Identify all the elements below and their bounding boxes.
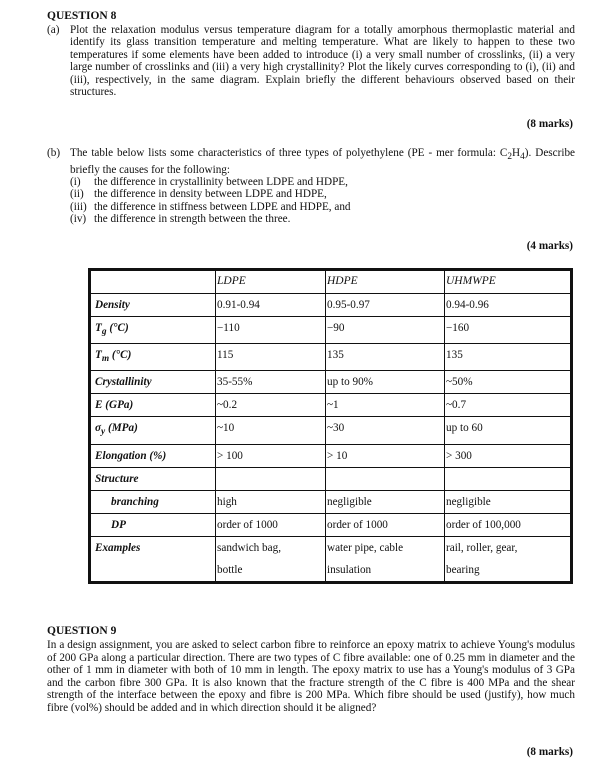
cell-dp-hdpe: order of 1000 bbox=[326, 513, 445, 536]
cell-elongation-ldpe: > 100 bbox=[216, 444, 326, 467]
cell-structure-ldpe bbox=[216, 467, 326, 490]
cell-density-ldpe: 0.91-0.94 bbox=[216, 294, 326, 317]
table-row-branching bbox=[90, 490, 572, 513]
table-row-tm bbox=[90, 344, 572, 371]
part-a-marks: (8 marks) bbox=[526, 118, 573, 130]
cell-branching-uhmwpe: negligible bbox=[445, 490, 572, 513]
row-label-modulus: E (GPa) bbox=[90, 394, 216, 417]
table-header-uhmwpe: UHMWPE bbox=[445, 270, 572, 294]
question-9-text: In a design assignment, you are asked to select carbon fibre to reinforce an epoxy matrix to achieve Young's modulus of 200 GPa along a particular direction. There are two types of C fibre available: one of 0.25 mm in diameter and the other of 1 mm in diameter with both of 10 mm in length. The epoxy matrix to use has a Young's modulus of 3 GPa and the carbon fibre 300 GPa. It is also known that the fracture strength of the C fibre is 400 MPa and the shear strength of the interface between the epoxy and fibre is 200 MPa. Which fibre should be used (justify), how much fibre (vol%) should be added and in which direction should it be aligned? bbox=[47, 639, 575, 714]
cell-elongation-hdpe: > 10 bbox=[326, 444, 445, 467]
cell-crystallinity-hdpe: up to 90% bbox=[326, 371, 445, 394]
cell-examples-hdpe: water pipe, cable insulation bbox=[326, 536, 445, 582]
sub-item-text: the difference in strength between the three. bbox=[94, 213, 291, 226]
cell-dp-ldpe: order of 1000 bbox=[216, 513, 326, 536]
row-label-structure: Structure bbox=[90, 467, 216, 490]
cell-tm-ldpe: 115 bbox=[216, 344, 326, 371]
sub-item-label: (i) bbox=[70, 176, 81, 189]
part-a-text: Plot the relaxation modulus versus temperature diagram for a totally amorphous thermoplastic material and identify its glass transition temperature and melting temperature. What are likely to happen to these two temperatures if some elements have been added to introduce (i) a very small number of crosslinks, (ii) a very large number of crosslinks and (iii) a very high crystallinity? Plot the likely curves corresponding to (i), (ii) and (iii), respectively, in the same diagram. Explain briefly the different behaviours observed based on their structures. bbox=[70, 24, 575, 99]
cell-elongation-uhmwpe: > 300 bbox=[445, 444, 572, 467]
sub-item-label: (ii) bbox=[70, 188, 84, 201]
cell-tg-ldpe: −110 bbox=[216, 317, 326, 344]
cell-tg-uhmwpe: −160 bbox=[445, 317, 572, 344]
cell-examples-ldpe: sandwich bag, bottle bbox=[216, 536, 326, 582]
table-header-blank bbox=[90, 270, 216, 294]
row-label-tm: $T_m$ (°C) bbox=[90, 344, 216, 371]
row-label-branching: branching bbox=[90, 490, 216, 513]
sub-item-label: (iii) bbox=[70, 200, 87, 213]
table-row-modulus bbox=[90, 394, 572, 417]
table-row-yield-strength bbox=[90, 417, 572, 444]
cell-tm-hdpe: 135 bbox=[326, 344, 445, 371]
part-b-intro-end: ). Describe briefly the causes for the following: bbox=[70, 147, 576, 176]
cell-modulus-ldpe: ~0.2 bbox=[216, 394, 326, 417]
polyethylene-table bbox=[88, 268, 573, 584]
sub-item-text: the difference in density between LDPE and HDPE, bbox=[94, 188, 327, 201]
cell-structure-uhmwpe bbox=[445, 467, 572, 490]
part-b-intro: The table below lists some characteristics of three types of polyethylene (PE - mer formula: bbox=[70, 147, 496, 159]
cell-crystallinity-uhmwpe: ~50% bbox=[445, 371, 572, 394]
cell-density-uhmwpe: 0.94-0.96 bbox=[445, 294, 572, 317]
row-label-density: Density bbox=[90, 294, 216, 317]
question-8-part-a bbox=[47, 24, 575, 98]
cell-structure-hdpe bbox=[326, 467, 445, 490]
table-row-crystallinity bbox=[90, 371, 572, 394]
table-row-tg bbox=[90, 317, 572, 344]
question-8-part-b bbox=[47, 147, 575, 226]
table-row-structure bbox=[90, 467, 572, 490]
cell-yield-uhmwpe: up to 60 bbox=[445, 417, 572, 444]
sub-item-text: the difference in stiffness between LDPE and HDPE, and bbox=[94, 200, 351, 213]
row-label-crystallinity: Crystallinity bbox=[90, 371, 216, 394]
table-row-density bbox=[90, 294, 572, 317]
row-label-examples: Examples bbox=[90, 536, 216, 582]
part-b-formula-h: H bbox=[512, 147, 521, 159]
cell-tm-uhmwpe: 135 bbox=[445, 344, 572, 371]
cell-crystallinity-ldpe: 35-55% bbox=[216, 371, 326, 394]
cell-tg-hdpe: −90 bbox=[326, 317, 445, 344]
sub-item-text: the difference in crystallinity between LDPE and HDPE, bbox=[94, 176, 348, 189]
row-label-tg: $T_g$ (°C) bbox=[90, 317, 216, 344]
part-b-formula-c: C bbox=[499, 147, 508, 159]
sub-item-label: (iv) bbox=[70, 213, 87, 226]
table-row-examples bbox=[90, 536, 572, 582]
part-b-marks: (4 marks) bbox=[526, 240, 573, 252]
cell-branching-ldpe: high bbox=[216, 490, 326, 513]
part-b-formula-h-sub: 4 bbox=[520, 152, 525, 163]
cell-examples-uhmwpe: rail, roller, gear, bearing bbox=[445, 536, 572, 582]
row-label-dp: DP bbox=[90, 513, 216, 536]
cell-density-hdpe: 0.95-0.97 bbox=[326, 294, 445, 317]
table-header-ldpe: LDPE bbox=[216, 270, 326, 294]
question-9-heading: QUESTION 9 bbox=[47, 625, 117, 637]
part-b-label: (b) bbox=[47, 147, 61, 159]
cell-modulus-hdpe: ~1 bbox=[326, 394, 445, 417]
part-a-label: (a) bbox=[47, 24, 60, 36]
question-9-marks: (8 marks) bbox=[526, 746, 573, 758]
row-label-elongation: Elongation (%) bbox=[90, 444, 216, 467]
table-row-dp bbox=[90, 513, 572, 536]
cell-yield-ldpe: ~10 bbox=[216, 417, 326, 444]
table-header-row bbox=[90, 270, 572, 294]
table-header-hdpe: HDPE bbox=[326, 270, 445, 294]
question-8-heading: QUESTION 8 bbox=[47, 10, 117, 22]
cell-dp-uhmwpe: order of 100,000 bbox=[445, 513, 572, 536]
row-label-yield-strength: $\sigma_y$ (MPa) bbox=[90, 417, 216, 444]
cell-yield-hdpe: ~30 bbox=[326, 417, 445, 444]
cell-branching-hdpe: negligible bbox=[326, 490, 445, 513]
part-b-formula-c-sub: 2 bbox=[507, 152, 513, 163]
table-row-elongation bbox=[90, 444, 572, 467]
cell-modulus-uhmwpe: ~0.7 bbox=[445, 394, 572, 417]
